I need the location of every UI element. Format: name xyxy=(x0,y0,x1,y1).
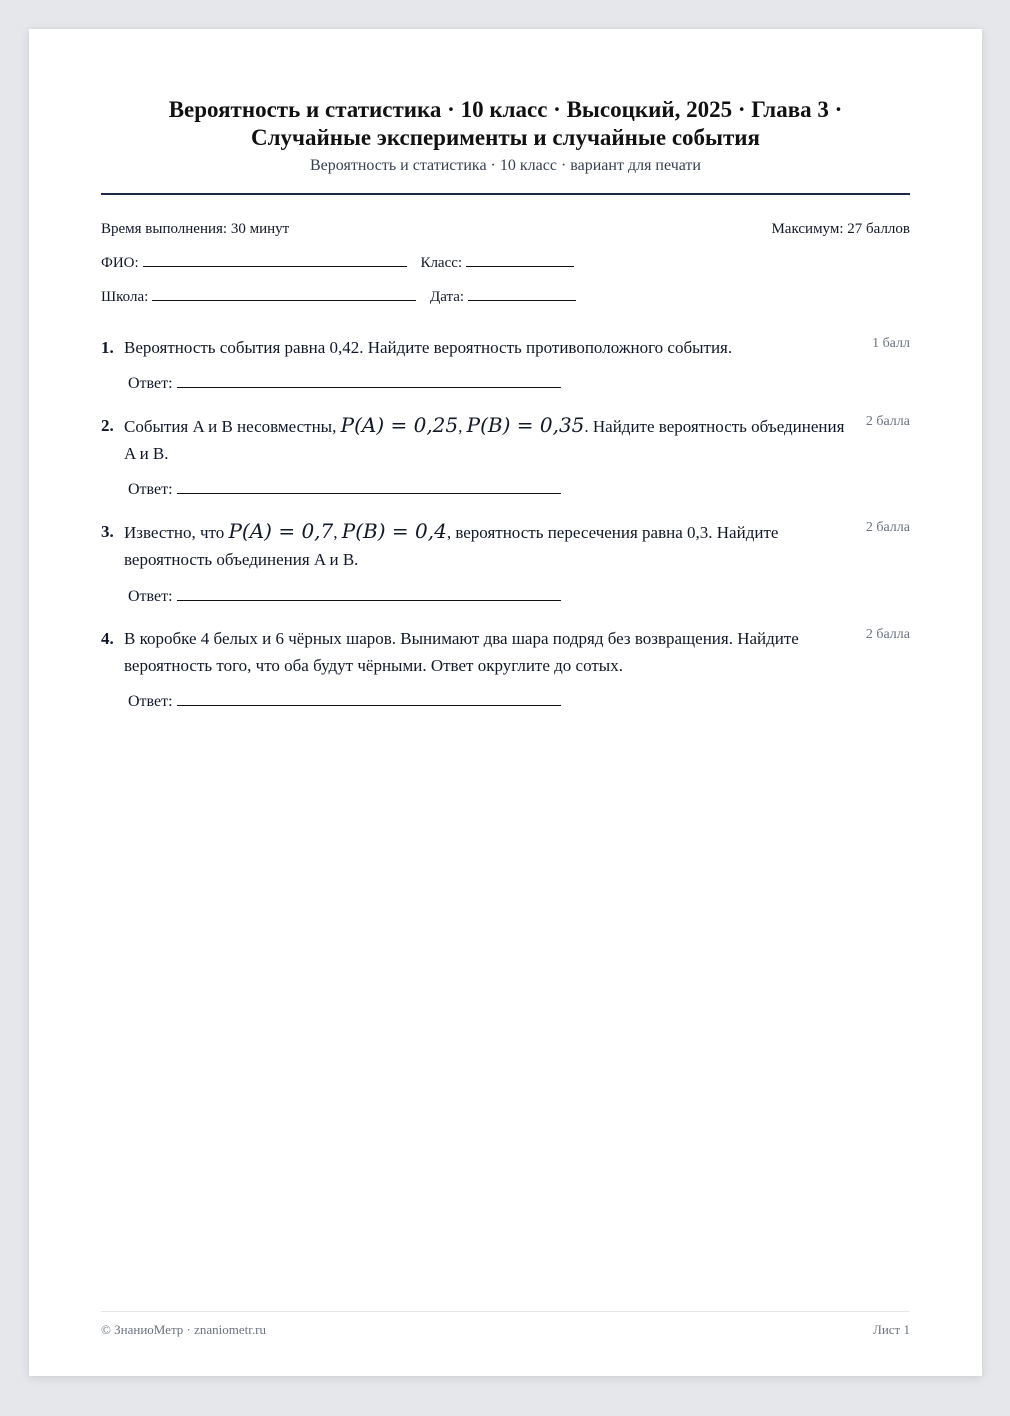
header-divider xyxy=(101,193,910,195)
title-line-2: Случайные эксперименты и случайные события xyxy=(250,125,761,150)
answer-label: Ответ: xyxy=(128,693,173,710)
student-fields-row-1 xyxy=(101,252,574,273)
question-text: Вероятность события равна 0,42. Найдите вероятность противоположного события. xyxy=(124,338,733,357)
max-score: Максимум: 27 баллов xyxy=(771,221,910,237)
question-text xyxy=(124,412,849,467)
answer-label: Ответ: xyxy=(128,481,173,498)
answer-field[interactable] xyxy=(177,586,561,601)
question-points: 2 балла xyxy=(865,627,910,642)
worksheet-page xyxy=(29,29,982,1376)
answer-label: Ответ: xyxy=(128,588,173,605)
fio-label: ФИО: xyxy=(101,255,139,271)
date-field[interactable] xyxy=(468,286,576,301)
answer-field[interactable] xyxy=(177,479,561,494)
question-text-part: , xyxy=(333,523,342,542)
school-label: Школа: xyxy=(101,289,149,305)
footer-divider xyxy=(101,1311,910,1312)
question-number: 4. xyxy=(101,629,114,648)
title-line-1: Вероятность и статистика · 10 класс · Высоцкий, 2025 · Глава 3 · xyxy=(168,97,843,122)
school-field[interactable] xyxy=(152,286,416,301)
question-text: В коробке 4 белых и 6 чёрных шаров. Вынимают два шара подряд без возвращения. Найдите вероятность того, что оба будут чёрными. Ответ округлите до сотых. xyxy=(124,629,799,675)
time-limit: Время выполнения: 30 минут xyxy=(101,221,290,237)
question-points: 2 балла xyxy=(865,520,910,535)
question-text-part: События A и B несовместны, xyxy=(124,417,341,436)
math-expression: P(A) = 0,25 xyxy=(340,413,459,437)
answer-label: Ответ: xyxy=(128,375,173,392)
question-text-part: . Найдите вероятность объединения A и B. xyxy=(124,417,845,463)
class-field[interactable] xyxy=(466,252,574,267)
question-number: 2. xyxy=(101,416,114,435)
student-fields-row-2 xyxy=(101,286,576,307)
math-expression: P(B) = 0,4 xyxy=(341,519,447,543)
answer-row xyxy=(128,586,561,607)
answer-row xyxy=(128,373,561,394)
question-text-part: , вероятность пересечения равна 0,3. Найдите вероятность объединения A и B. xyxy=(124,523,779,569)
math-expression: P(B) = 0,35 xyxy=(466,413,585,437)
math-expression: P(A) = 0,7 xyxy=(228,519,334,543)
question-number: 1. xyxy=(101,338,114,357)
page-title xyxy=(101,96,910,152)
answer-row xyxy=(128,479,561,500)
date-label: Дата: xyxy=(430,289,465,305)
footer-copyright: © ЗнаниоМетр · znaniometr.ru xyxy=(101,1322,266,1337)
answer-field[interactable] xyxy=(177,691,561,706)
question-text-part: Известно, что xyxy=(124,523,229,542)
question-points: 2 балла xyxy=(865,414,910,429)
answer-field[interactable] xyxy=(177,373,561,388)
fio-field[interactable] xyxy=(143,252,407,267)
answer-row xyxy=(128,691,561,712)
question-points: 1 балл xyxy=(872,336,910,351)
page-subtitle: Вероятность и статистика · 10 класс · вариант для печати xyxy=(310,157,701,174)
question-text xyxy=(124,518,849,573)
question-text-part: , xyxy=(458,417,467,436)
class-label: Класс: xyxy=(420,255,463,271)
page-number: Лист 1 xyxy=(873,1322,910,1337)
question-number: 3. xyxy=(101,522,114,541)
